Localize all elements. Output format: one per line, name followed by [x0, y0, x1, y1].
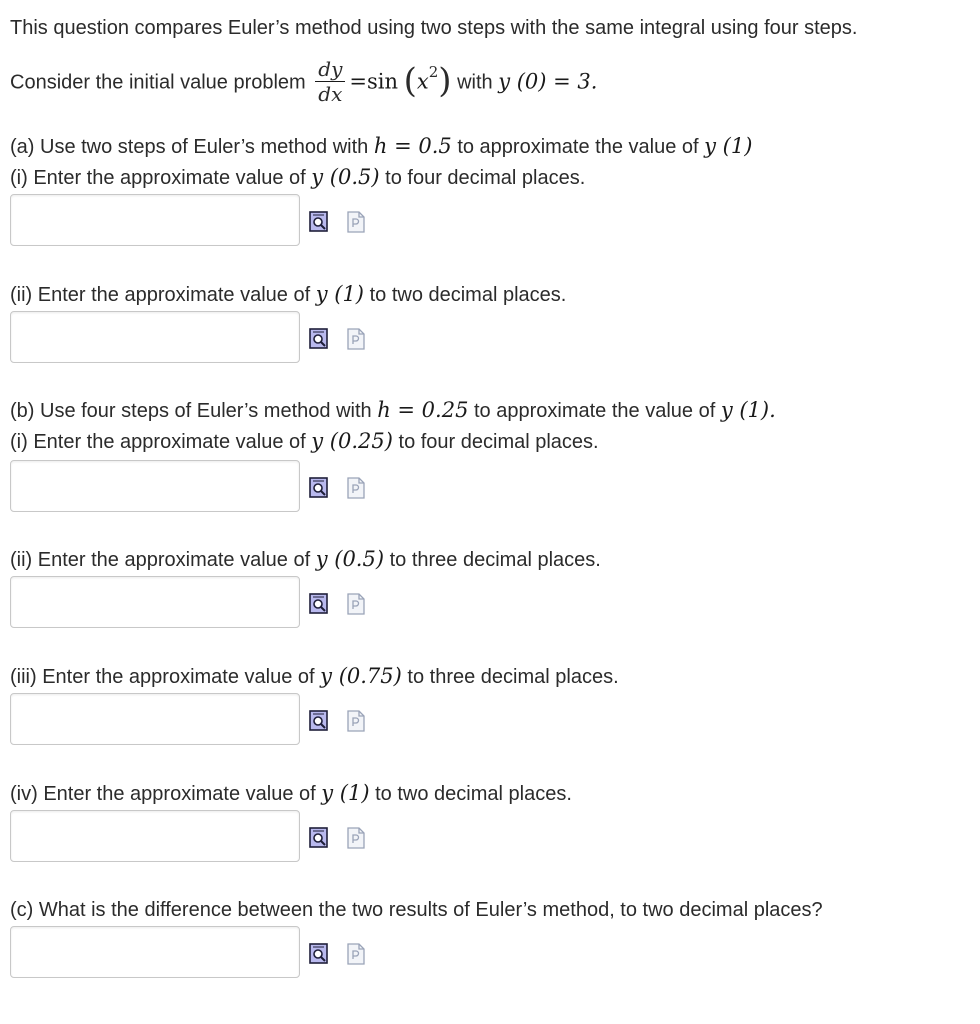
- part-b-q1-answer-row: [10, 460, 390, 514]
- part-b-q3-label: [10, 663, 619, 689]
- intro-text: [10, 15, 857, 41]
- part-b-q2-label: [10, 546, 601, 572]
- part-a-prefix: (a) Use two steps of Euler’s method with: [10, 136, 369, 158]
- q-prefix: (ii) Enter the approximate value of: [10, 284, 311, 306]
- q-math: y (0.5): [315, 547, 385, 571]
- q-prefix: (i) Enter the approximate value of: [10, 431, 306, 453]
- q-math: y (0.25): [311, 429, 393, 453]
- preview-magnifier-icon[interactable]: [309, 593, 329, 615]
- part-c-answer-row: [10, 926, 390, 980]
- x-variable: x: [416, 69, 429, 94]
- q-math: y (1): [321, 781, 370, 805]
- fraction-numerator: dy: [315, 58, 345, 82]
- q-prefix: (i) Enter the approximate value of: [10, 167, 306, 189]
- q-math: y (0.5): [311, 165, 380, 189]
- pdf-document-icon[interactable]: [346, 827, 366, 849]
- part-b-q3-input[interactable]: [10, 693, 300, 745]
- intro-line: This question compares Euler’s method using two steps with the same integral using four steps.: [10, 17, 858, 39]
- q-math: y (0.75): [320, 664, 402, 688]
- part-b-mid: to approximate the value of: [474, 400, 716, 422]
- part-a-heading: [10, 133, 752, 159]
- pdf-document-icon[interactable]: [346, 328, 366, 350]
- part-c-question: [10, 897, 823, 923]
- q-prefix: (iii) Enter the approximate value of: [10, 666, 315, 688]
- part-a-q2-label: [10, 281, 566, 307]
- part-a-q2-answer-row: [10, 311, 390, 365]
- part-b-heading: [10, 397, 776, 423]
- ivp-statement: [10, 56, 598, 106]
- part-a-q1-input[interactable]: [10, 194, 300, 246]
- pdf-document-icon[interactable]: [346, 477, 366, 499]
- part-b-prefix: (b) Use four steps of Euler’s method with: [10, 400, 372, 422]
- q-math: y (1): [315, 282, 365, 306]
- part-b-q4-label: [10, 780, 572, 806]
- part-b-q2-answer-row: [10, 576, 390, 630]
- part-b-q1-input[interactable]: [10, 460, 300, 512]
- part-b-q4-answer-row: [10, 810, 390, 864]
- part-b-target: y (1).: [720, 398, 776, 422]
- pdf-document-icon[interactable]: [346, 710, 366, 732]
- q-suffix: to four decimal places.: [398, 431, 599, 453]
- initial-condition: y (0) = 3.: [498, 69, 598, 94]
- q-prefix: (iv) Enter the approximate value of: [10, 783, 316, 805]
- pdf-document-icon[interactable]: [346, 943, 366, 965]
- q-suffix: to three decimal places.: [407, 666, 619, 688]
- part-a-q2-input[interactable]: [10, 311, 300, 363]
- fraction-denominator: dx: [318, 81, 343, 106]
- consider-text: Consider the initial value problem: [10, 71, 306, 94]
- derivative-fraction: [315, 58, 345, 105]
- with-text: with: [457, 71, 493, 94]
- part-a-q1-label: [10, 164, 585, 190]
- q-prefix: (ii) Enter the approximate value of: [10, 549, 311, 571]
- exponent: 2: [428, 63, 439, 81]
- preview-magnifier-icon[interactable]: [309, 827, 329, 849]
- part-a-step-size: h = 0.5: [373, 134, 452, 158]
- preview-magnifier-icon[interactable]: [309, 328, 329, 350]
- preview-magnifier-icon[interactable]: [309, 710, 329, 732]
- q-suffix: to two decimal places.: [375, 783, 572, 805]
- part-c-input[interactable]: [10, 926, 300, 978]
- sin-function: =sin: [349, 69, 399, 94]
- preview-magnifier-icon[interactable]: [309, 477, 329, 499]
- right-paren: ): [438, 61, 452, 102]
- part-a-mid: to approximate the value of: [457, 136, 699, 158]
- q-suffix: to two decimal places.: [369, 284, 567, 306]
- preview-magnifier-icon[interactable]: [309, 211, 329, 233]
- part-b-step-size: h = 0.25: [377, 398, 469, 422]
- part-b-q2-input[interactable]: [10, 576, 300, 628]
- q-suffix: to four decimal places.: [385, 167, 586, 189]
- pdf-document-icon[interactable]: [346, 211, 366, 233]
- part-a-target: y (1): [704, 134, 753, 158]
- part-b-q3-answer-row: [10, 693, 390, 747]
- part-b-q1-label: [10, 428, 599, 454]
- part-a-q1-answer-row: [10, 194, 390, 248]
- part-c-text: (c) What is the difference between the two results of Euler’s method, to two decimal places?: [10, 899, 823, 921]
- q-suffix: to three decimal places.: [389, 549, 601, 571]
- left-paren: (: [403, 61, 417, 102]
- part-b-q4-input[interactable]: [10, 810, 300, 862]
- preview-magnifier-icon[interactable]: [309, 943, 329, 965]
- pdf-document-icon[interactable]: [346, 593, 366, 615]
